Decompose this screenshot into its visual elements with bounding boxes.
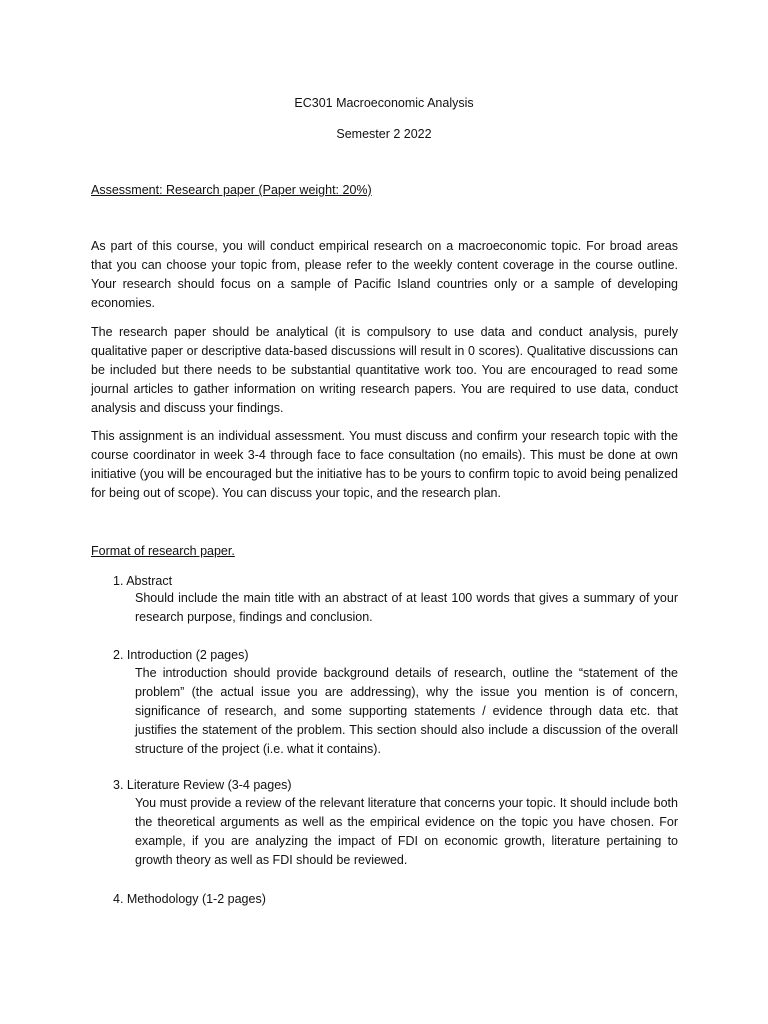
format-heading: Format of research paper.	[91, 544, 235, 558]
section-literature-body: You must provide a review of the relevant literature that concerns your topic. It should include both the theoretical arguments as well as the empirical evidence on the topic you have chosen. For example, if you are analyzing the impact of FDI on economic growth, literature pertaining to growth theory as well as FDI should be reviewed.	[135, 796, 678, 867]
section-introduction-body: The introduction should provide background details of research, outline the “statement of the problem” (the actual issue you are addressing), why the issue you mention is of concern, significance of research, and some supporting statements / evidence through data etc. that justifies the statement of the problem. This section should also include a discussion of the overall structure of the project (i.e. what it contains).	[135, 666, 678, 756]
section-methodology-label: 4. Methodology (1-2 pages)	[113, 892, 266, 906]
course-title: EC301 Macroeconomic Analysis	[294, 96, 474, 110]
individual-paragraph: This assignment is an individual assessment. You must discuss and confirm your research topic with the course coordinator in week 3-4 through face to face consultation (no emails). This must be done at own initiative (you will be encouraged but the initiative has to be yours to confirm topic to avoid being penalized for being out of scope). You can discuss your topic, and the research plan.	[91, 429, 678, 500]
assessment-heading: Assessment: Research paper (Paper weight: 20%)	[91, 183, 372, 197]
section-abstract-label: 1. Abstract	[113, 574, 173, 588]
section-introduction-label: 2. Introduction (2 pages)	[113, 648, 249, 662]
analytical-paragraph: The research paper should be analytical (it is compulsory to use data and conduct analysis, purely qualitative paper or descriptive data-based discussions will result in 0 scores). Qualitative discussions can be included but there needs to be substantial quantitative work too. You are encouraged to read some journal articles to gather information on writing research papers. You are required to use data, conduct analysis and discuss your findings.	[91, 325, 678, 415]
section-literature-label: 3. Literature Review (3-4 pages)	[113, 778, 292, 792]
section-abstract-body: Should include the main title with an abstract of at least 100 words that gives a summary of your research purpose, findings and conclusion.	[135, 591, 678, 624]
semester-title: Semester 2 2022	[336, 127, 432, 141]
intro-paragraph: As part of this course, you will conduct empirical research on a macroeconomic topic. For broad areas that you can choose your topic from, please refer to the weekly content coverage in the course outline. Your research should focus on a sample of Pacific Island countries only or a sample of developing economies.	[91, 239, 678, 310]
